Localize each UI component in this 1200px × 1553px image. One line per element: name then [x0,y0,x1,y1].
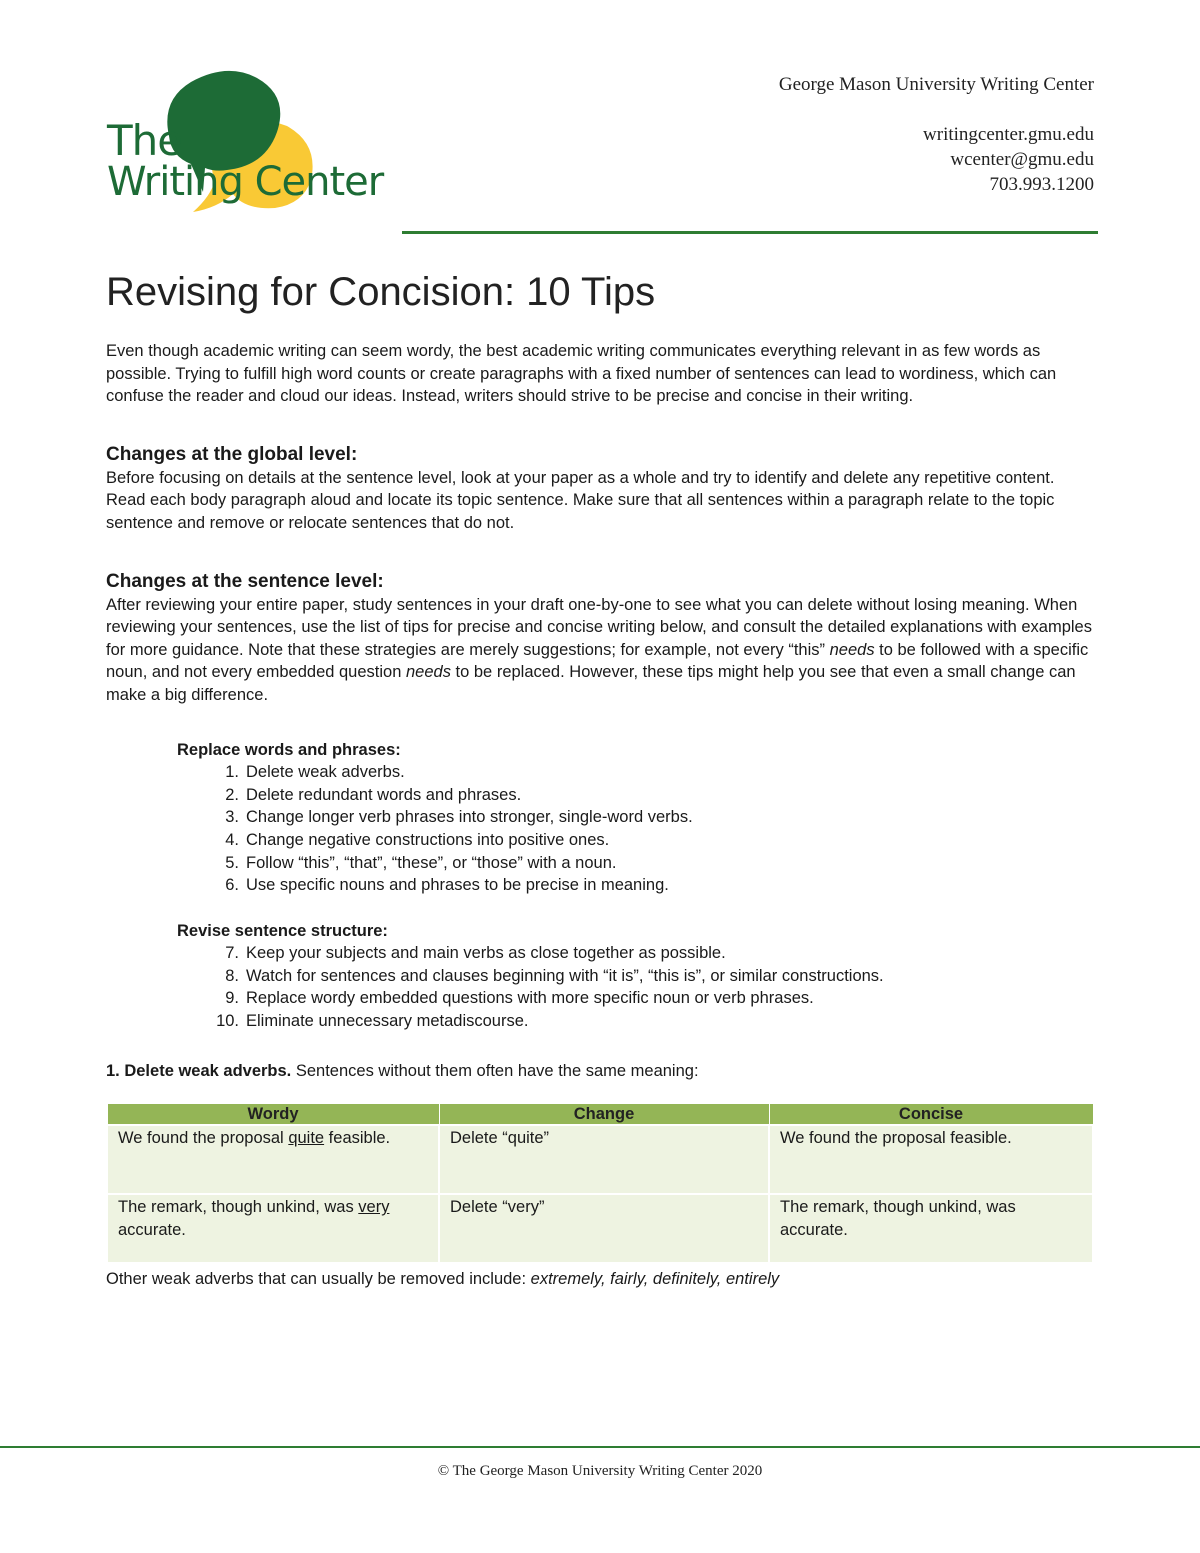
list-item: 5. Follow “this”, “that”, “these”, or “those” with a noun. [225,853,617,872]
table-cell-concise: The remark, though unkind, was accurate. [769,1194,1093,1263]
list-item: 3. Change longer verb phrases into stronger, single-word verbs. [225,808,693,827]
list-item: 8. Watch for sentences and clauses beginning with “it is”, “this is”, or similar constructions. [225,966,884,985]
global-paragraph: Before focusing on details at the sentence level, look at your paper as a whole and try to identify and delete any repetitive content. Read each body paragraph aloud and locate its topic sentence. Make sure that all sentences within a paragraph relate to the topic sentence and remove or relocate sentences that do not. [106,468,1055,532]
other-adverbs: Other weak adverbs that can usually be removed include: extremely, fairly, definitely, entirely [106,1270,780,1289]
list-item: 7. Keep your subjects and main verbs as close together as possible. [225,944,726,963]
intro-paragraph: Even though academic writing can seem wordy, the best academic writing communicates everything relevant in as few words as possible. Trying to fulfill high word counts or create paragraphs with a fixed number of sentences can lead to wordiness, which can confuse the reader and cloud our ideas. Instead, writers should strive to be precise and concise in their writing. [106,342,1057,406]
website-link[interactable]: writingcenter.gmu.edu [923,124,1094,145]
copyright-footer: © The George Mason University Writing Center 2020 [437,1463,763,1479]
contact-block [779,72,1094,197]
table-row [107,1194,1093,1263]
table-header-change: Change [439,1104,769,1126]
list-item: 4. Change negative constructions into positive ones. [225,830,610,849]
logo-text-writing-center: Writing Center [107,159,384,205]
footer-divider [0,1446,1200,1448]
page-title: Revising for Concision: 10 Tips [106,270,656,314]
list-item: 9. Replace wordy embedded questions with more specific noun or verb phrases. [225,989,814,1008]
list-item: 1. Delete weak adverbs. [225,763,405,782]
list-item: 6. Use specific nouns and phrases to be precise in meaning. [225,876,669,895]
global-heading: Changes at the global level: [106,443,358,465]
table-cell-change: Delete “very” [439,1194,769,1263]
writing-center-logo [105,62,405,222]
table-cell-change: Delete “quite” [439,1125,769,1194]
tips-group1-heading: Replace words and phrases: [177,740,401,759]
phone-number: 703.993.1200 [989,174,1094,195]
main-content [106,262,1098,1291]
table-header-concise: Concise [769,1104,1093,1126]
table-cell-concise: We found the proposal feasible. [769,1125,1093,1194]
table-header-wordy: Wordy [107,1104,439,1126]
logo-text-the: The [107,116,183,165]
sentence-heading: Changes at the sentence level: [106,570,384,592]
list-item: 10. Eliminate unnecessary metadiscourse. [216,1012,529,1031]
example-table [106,1103,1094,1264]
table-cell-wordy: The remark, though unkind, was very accurate. [107,1194,439,1263]
tip1-intro: 1. Delete weak adverbs. Sentences without them often have the same meaning: [106,1061,699,1080]
table-cell-wordy: We found the proposal quite feasible. [107,1125,439,1194]
org-name: George Mason University Writing Center [778,74,1094,95]
header-divider [402,231,1098,234]
tips-group2 [177,942,1098,1032]
email-link[interactable]: wcenter@gmu.edu [950,149,1094,170]
table-row [107,1125,1093,1194]
tips-list [177,739,1098,1033]
sentence-paragraph: After reviewing your entire paper, study sentences in your draft one-by-one to see what you can delete without losing meaning. When reviewing your sentences, use the list of tips for precise and concise writing below, and consult the detailed explanations with examples for more guidance. Note that these strategies are merely suggestions; for example, not every “this” needs to be followed with a specific noun, and not every embedded question needs to be replaced. However, these tips might help you see that even a small change can make a big difference. [106,595,1092,704]
list-item: 2. Delete redundant words and phrases. [225,785,522,804]
tips-group2-heading: Revise sentence structure: [177,921,388,940]
tips-group1 [177,761,1098,897]
